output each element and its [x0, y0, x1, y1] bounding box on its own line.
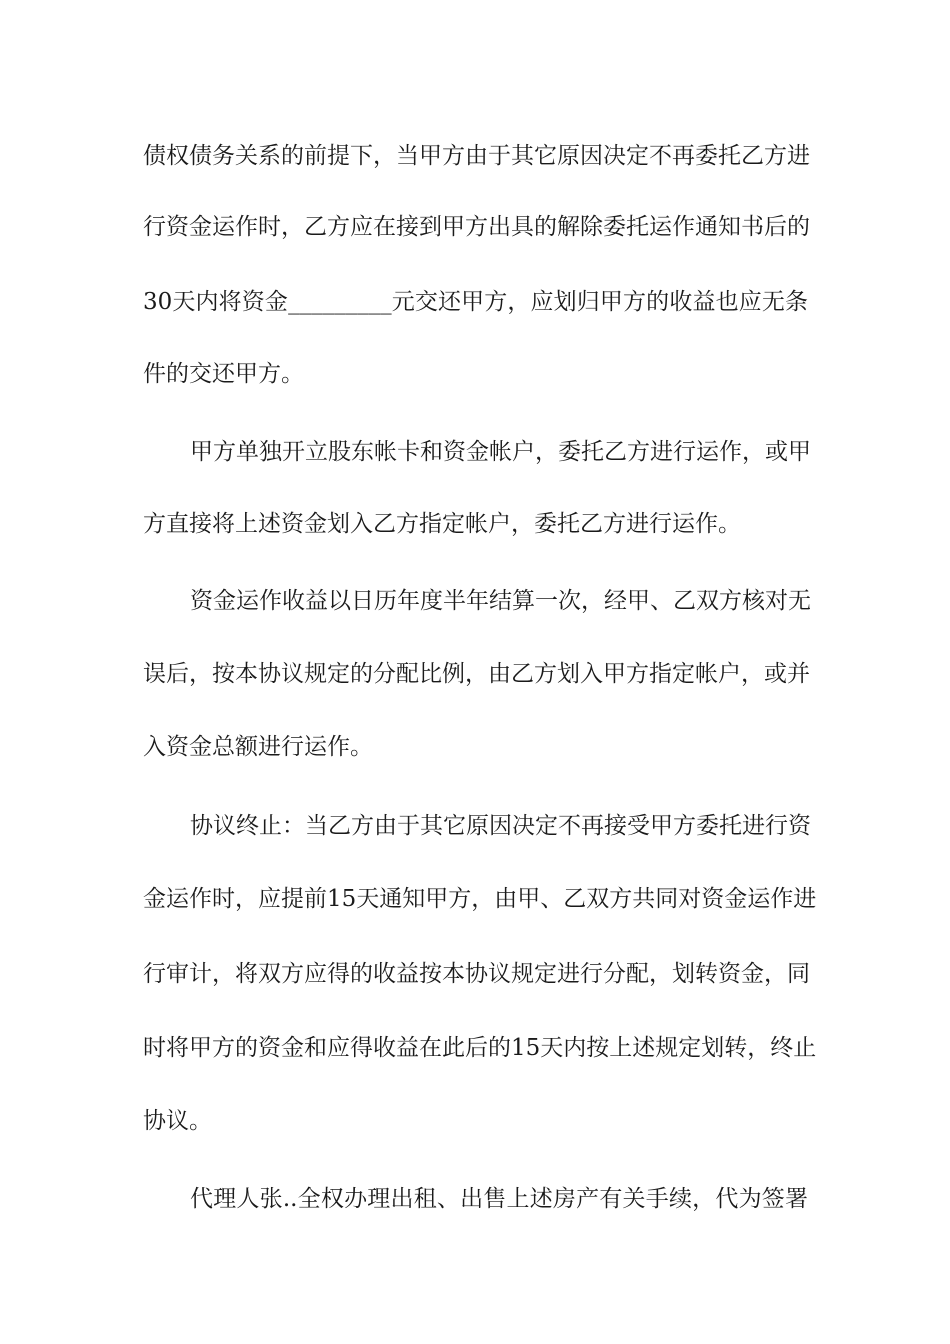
paragraph-line: 行资金运作时，乙方应在接到甲方出具的解除委托运作通知书后的 — [143, 214, 810, 240]
paragraph-line: 件的交还甲方。 — [143, 361, 304, 387]
paragraph-line: 入资金总额进行运作。 — [143, 734, 373, 760]
paragraph-line: 方直接将上述资金划入乙方指定帐户，委托乙方进行运作。 — [143, 511, 741, 537]
paragraph-line: 资金运作收益以日历年度半年结算一次，经甲、乙双方核对无 — [190, 588, 811, 614]
paragraph-line: 金运作时，应提前15天通知甲方，由甲、乙双方共同对资金运作进 — [143, 886, 817, 912]
paragraph-line: 债权债务关系的前提下，当甲方由于其它原因决定不再委托乙方进 — [143, 143, 810, 169]
paragraph-line: 时将甲方的资金和应得收益在此后的15天内按上述规定划转，终止 — [143, 1035, 817, 1061]
paragraph-line: 30天内将资金_________元交还甲方，应划归甲方的收益也应无条 — [143, 289, 808, 315]
paragraph-line: 甲方单独开立股东帐卡和资金帐户，委托乙方进行运作，或甲 — [190, 439, 811, 465]
paragraph-line: 代理人张..全权办理出租、出售上述房产有关手续，代为签署 — [190, 1186, 808, 1212]
paragraph-line: 误后，按本协议规定的分配比例，由乙方划入甲方指定帐户，或并 — [143, 661, 810, 687]
paragraph-line: 协议终止：当乙方由于其它原因决定不再接受甲方委托进行资 — [190, 813, 811, 839]
paragraph-line: 行审计，将双方应得的收益按本协议规定进行分配，划转资金，同 — [143, 961, 810, 987]
paragraph-line: 协议。 — [143, 1108, 212, 1134]
